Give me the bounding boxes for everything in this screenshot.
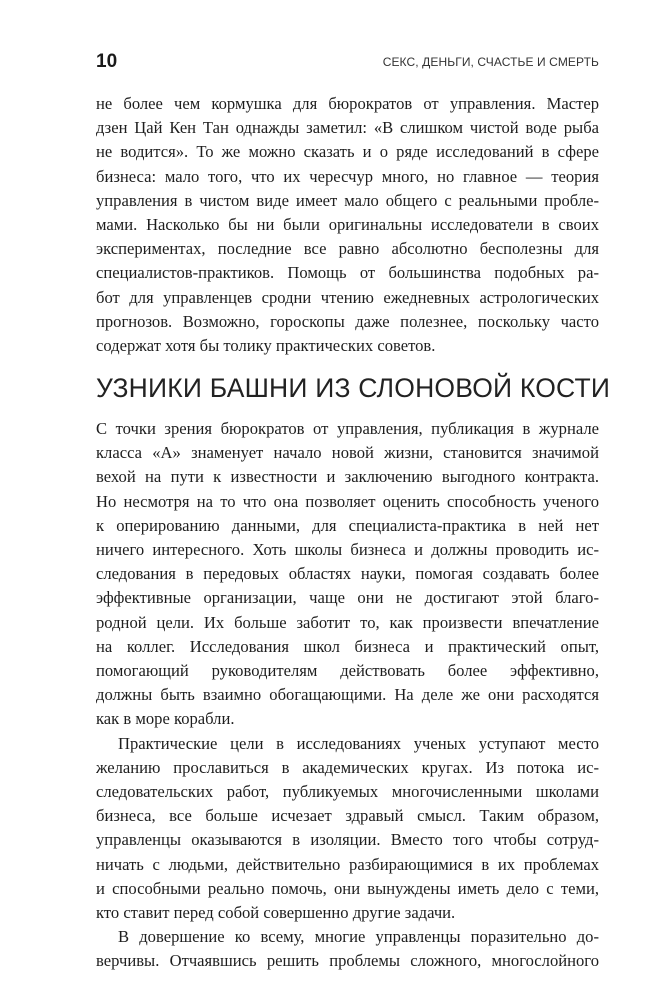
text-line: Практические цели в исследованиях ученых уступают место <box>118 733 599 753</box>
section-heading: УЗНИКИ БАШНИ ИЗ СЛОНОВОЙ КОСТИ <box>96 373 611 403</box>
text-line: управления в чистом виде имеет мало общего с реальными пробле- <box>96 190 599 210</box>
text-line: управленцы оказываются в изоляции. Вместо того чтобы сотруд- <box>96 830 599 850</box>
text-line: следовательских работ, публикуемых многочисленными школами <box>96 781 599 801</box>
page-number: 10 <box>96 51 118 72</box>
text-line: бизнеса, все больше исчезает здравый смысл. Таким образом, <box>96 806 599 826</box>
text-line: ничего интересного. Хоть школы бизнеса и должны проводить ис- <box>96 539 599 559</box>
text-line: кто ставит перед собой совершенно другие задачи. <box>96 902 456 922</box>
paragraph-section-1 <box>96 417 599 731</box>
text-line: ничать с людьми, действительно разбирающимися в их проблемах <box>96 854 599 874</box>
text-line: мами. Насколько бы ни были оригинальны исследователи в своих <box>96 214 599 234</box>
text-line: специалистов-практиков. Помощь от большинства подобных ра- <box>96 263 599 283</box>
text-line: бот для управленцев сродни чтению ежедневных астрологических <box>96 287 599 307</box>
text-line: эффективные организации, чаще они не достигают этой благо- <box>96 588 599 608</box>
paragraph-intro <box>96 92 599 358</box>
text-line: следования в передовых областях науки, помогая создавать более <box>96 564 599 584</box>
text-line: содержат хотя бы толику практических советов. <box>96 335 436 355</box>
text-line: прогнозов. Возможно, гороскопы даже полезнее, поскольку часто <box>96 311 599 331</box>
text-line: класса «А» знаменует начало новой жизни, становится значимой <box>96 443 599 463</box>
text-line: желанию прославиться в академических кругах. Из потока ис- <box>96 757 599 777</box>
text-line: родной цели. Их больше заботит то, как произвести впечатление <box>96 612 599 632</box>
text-line: должны быть взаимно обогащающими. На деле же они расходятся <box>96 685 599 705</box>
paragraph-section-3 <box>96 925 599 973</box>
text-line: дзен Цай Кен Тан однажды заметил: «В слишком чистой воде рыба <box>96 118 599 138</box>
text-line: не более чем кормушка для бюрократов от управления. Мастер <box>96 94 599 113</box>
text-line: помогающий руководителям действовать более эффективно, <box>96 660 599 680</box>
text-line: к оперированию данными, для специалиста-практика в ней нет <box>96 515 599 535</box>
text-line: Но несмотря на то что она позволяет оценить способность ученого <box>96 491 599 511</box>
text-line: и способными реально помочь, они вынуждены иметь дело с теми, <box>96 878 599 898</box>
text-line: С точки зрения бюрократов от управления, публикация в журнале <box>96 419 599 438</box>
text-line: как в море корабли. <box>96 709 235 729</box>
text-line: бизнеса: мало того, что их чересчур много, но главное — теория <box>96 166 599 186</box>
text-line: не водится». То же можно сказать и о ряде исследований в сфере <box>96 142 599 162</box>
running-title: СЕКС, ДЕНЬГИ, СЧАСТЬЕ И СМЕРТЬ <box>382 55 599 69</box>
text-line: на коллег. Исследования школ бизнеса и практический опыт, <box>96 636 599 656</box>
text-line: верчивы. Отчаявшись решить проблемы сложного, многослойного <box>96 951 599 971</box>
text-line: экспериментах, последние все равно абсолютно бесполезны для <box>96 239 599 259</box>
paragraph-section-2 <box>96 732 599 926</box>
text-line: вехой на пути к известности и заключению выгодного контракта. <box>96 467 599 487</box>
text-line: В довершение ко всему, многие управленцы поразительно до- <box>118 927 599 947</box>
